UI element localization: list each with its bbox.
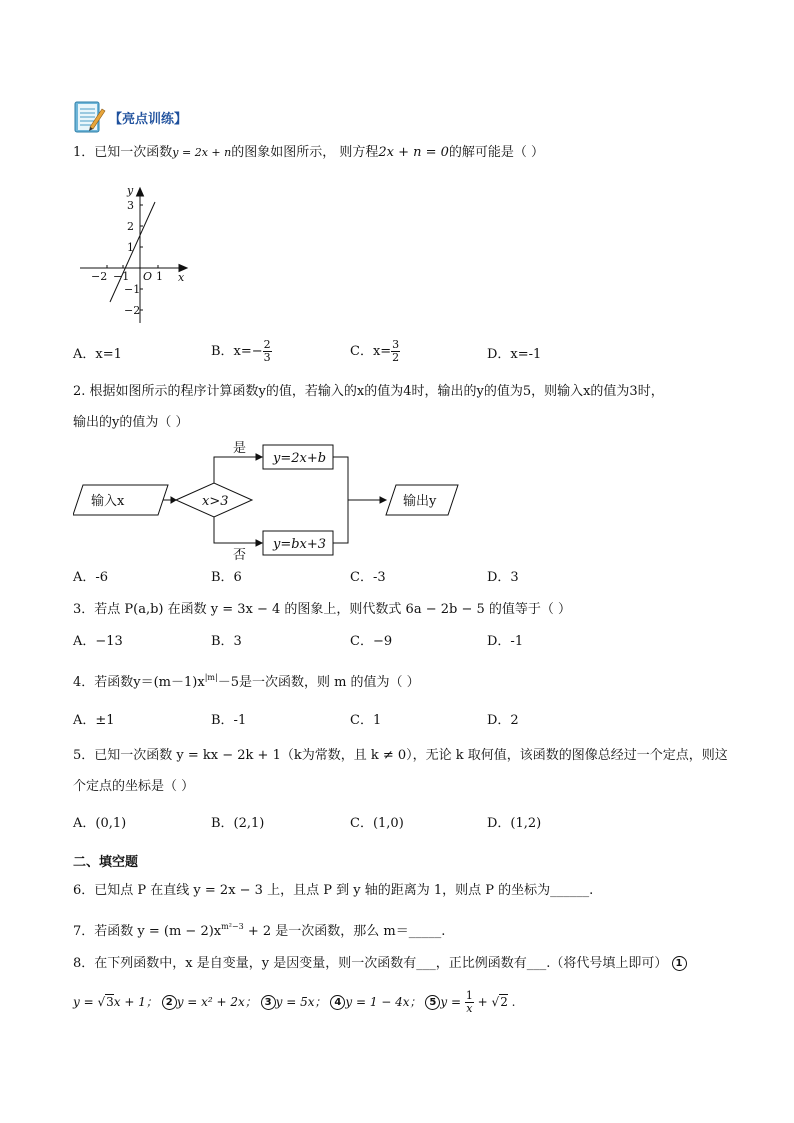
q5-option-c: C．(1,0) (350, 816, 404, 831)
output-label: 输出y (403, 494, 437, 509)
q1-option-a: A．x=1 (73, 347, 122, 362)
x-label: x (178, 271, 185, 284)
q2-option-b: B．6 (211, 570, 242, 585)
q4-option-b: B．-1 (211, 713, 247, 728)
q2-option-d: D．3 (487, 570, 519, 585)
q4-option-c: C．1 (350, 713, 382, 728)
q5-option-a: A．(0,1) (73, 816, 127, 831)
x-tick: −1 (113, 270, 130, 283)
condition-label: x>3 (202, 494, 229, 509)
q1-option-c: C．x= $\frac{3}{2}$ (350, 338, 400, 364)
circled-number: 2 (162, 995, 177, 1010)
question-8-line-1: 8．在下列函数中，x 是自变量，y 是因变量，则一次函数有___，正比例函数有___.（将代号填上即可） 1 (73, 956, 687, 972)
q3-option-b: B．3 (211, 634, 242, 649)
no-box-label: y=bx+3 (273, 537, 327, 552)
y-tick: 3 (127, 199, 134, 212)
q1-option-b: B．x=− $\frac{2}{3}$ (211, 338, 271, 364)
y-tick: −2 (124, 304, 141, 317)
y-tick: −1 (124, 283, 141, 296)
section-2-title: 二、填空题 (73, 855, 139, 870)
question-1: 1．已知一次函数y = 2x + n的图象如图所示， 则方程2x + n = 0的解可能是（ ） (73, 145, 545, 160)
circled-number: 1 (672, 956, 687, 971)
yes-box-label: y=2x+b (273, 451, 327, 466)
q3-option-a: A．−13 (73, 634, 123, 649)
q3-option-d: D．-1 (487, 634, 524, 649)
question-3: 3．若点 P(a,b) 在函数 y = 3x − 4 的图象上，则代数式 6a − 2b − 5 的值等于（ ） (73, 602, 572, 617)
question-6: 6．已知点 P 在直线 y = 2x − 3 上，且点 P 到 y 轴的距离为 1，则点 P 的坐标为______. (73, 883, 594, 898)
circled-number: 4 (330, 995, 345, 1010)
y-axis-arrow (137, 188, 144, 196)
q5-option-d: D．(1,2) (487, 816, 542, 831)
section-title: 【亮点训练】 (109, 112, 188, 127)
question-8-line-2: y = √3x + 1； 2 y = x² + 2x； 3 y = 5x； 4 y = 1 − 4x； 5 y = $\frac{1}{x}$ + √2 . (73, 989, 516, 1015)
question-5-line-2: 个定点的坐标是（ ） (73, 779, 195, 794)
no-label: 否 (233, 548, 247, 563)
q2-flowchart (73, 437, 473, 567)
y-tick: 2 (127, 220, 134, 233)
y-label: y (127, 184, 134, 197)
question-4: 4．若函数$y=(m-1)x^{|m|}-5$是一次函数，则 m 的值为（ ） (73, 673, 420, 690)
input-label: 输入x (91, 494, 125, 509)
x-tick: 1 (156, 270, 163, 283)
q2-option-a: A．-6 (73, 570, 109, 585)
q3-option-c: C．−9 (350, 634, 393, 649)
circled-number: 5 (425, 995, 440, 1010)
circled-number: 3 (261, 995, 276, 1010)
q2-option-c: C．-3 (350, 570, 386, 585)
question-2-line-2: 输出的y的值为（ ） (73, 415, 189, 430)
y-tick: 1 (127, 241, 134, 254)
q4-option-d: D．2 (487, 713, 519, 728)
question-7: 7．若函数 $y = (m - 2)x^{m^2-3} + 2$ 是一次函数，那么 m＝_____. (73, 922, 446, 939)
x-tick: −2 (91, 270, 108, 283)
q4-option-a: A．±1 (73, 713, 115, 728)
question-2-line-1: 2. 根据如图所示的程序计算函数y的值，若输入的x的值为4时，输出的y的值为5，则输入x的值为3时， (73, 384, 664, 399)
yes-label: 是 (233, 441, 247, 456)
notebook-icon (73, 99, 107, 135)
q1-function-graph (75, 180, 195, 330)
q1-option-d: D．x=-1 (487, 347, 542, 362)
q5-option-b: B．(2,1) (211, 816, 265, 831)
origin-label: O (143, 270, 153, 283)
question-5-line-1: 5．已知一次函数 y = kx − 2k + 1（k为常数，且 k ≠ 0），无论 k 取何值，该函数的图像总经过一个定点，则这 (73, 748, 728, 763)
